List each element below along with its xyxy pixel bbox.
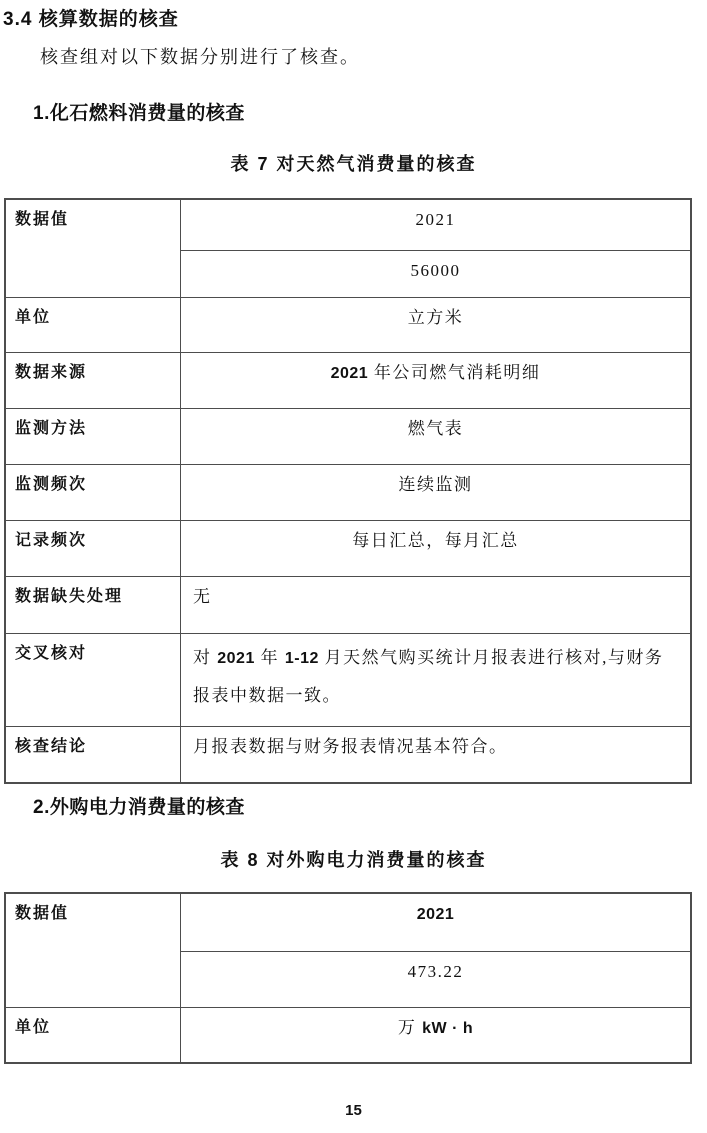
cell-cross-check [181,633,692,726]
section-heading: 3.4 核算数据的核查 [3,9,179,30]
row-label-cross-check: 交叉核对 [5,633,181,726]
row-label-unit: 单位 [5,1007,181,1063]
natural-gas-verification-table [4,198,692,784]
cell-unit: 立方米 [181,297,692,352]
intro-paragraph: 核查组对以下数据分别进行了核查。 [40,47,360,67]
cross-check-part: 对 [193,647,218,667]
row-label-monitor-frequency: 监测频次 [5,464,181,520]
cross-check-year: 2021 [217,649,255,667]
subsection-1-heading: 1.化石燃料消费量的核查 [33,103,245,124]
cell-monitor-frequency: 连续监测 [181,464,692,520]
unit-cn: 万 [397,1017,423,1037]
electricity-year: 2021 [416,906,455,923]
unit-latin: kW · h [422,1019,474,1037]
row-label-data-value: 数据值 [5,199,181,297]
cross-check-months: 1-12 [284,649,319,667]
data-source-text: 年公司燃气消耗明细 [368,362,541,382]
row-label-unit: 单位 [5,297,181,352]
cell-year: 2021 [181,199,692,250]
cell-missing-data: 无 [181,576,692,633]
cell-unit [181,1007,692,1063]
cell-amount: 473.22 [181,951,692,1007]
data-source-year: 2021 [330,364,369,382]
cross-check-part: 年 [254,647,285,667]
cell-year [181,893,692,951]
cell-data-source [181,352,692,408]
row-label-monitor-method: 监测方法 [5,408,181,464]
page-number: 15 [345,1102,362,1119]
cell-monitor-method: 燃气表 [181,408,692,464]
purchased-electricity-verification-table [4,892,692,1064]
table8-caption: 表 8 对外购电力消费量的核查 [220,850,487,870]
row-label-data-source: 数据来源 [5,352,181,408]
row-label-data-value: 数据值 [5,893,181,1007]
subsection-2-heading: 2.外购电力消费量的核查 [33,797,245,818]
row-label-missing-data: 数据缺失处理 [5,576,181,633]
table7-caption: 表 7 对天然气消费量的核查 [230,154,477,174]
row-label-conclusion: 核查结论 [5,726,181,783]
cell-conclusion: 月报表数据与财务报表情况基本符合。 [181,726,692,783]
row-label-record-frequency: 记录频次 [5,520,181,576]
cell-record-frequency: 每日汇总，每月汇总 [181,520,692,576]
cell-amount: 56000 [181,250,692,297]
cross-check-part: 月天然气购买统计月报表进行核对,与财务报表中数据一致。 [193,647,664,705]
